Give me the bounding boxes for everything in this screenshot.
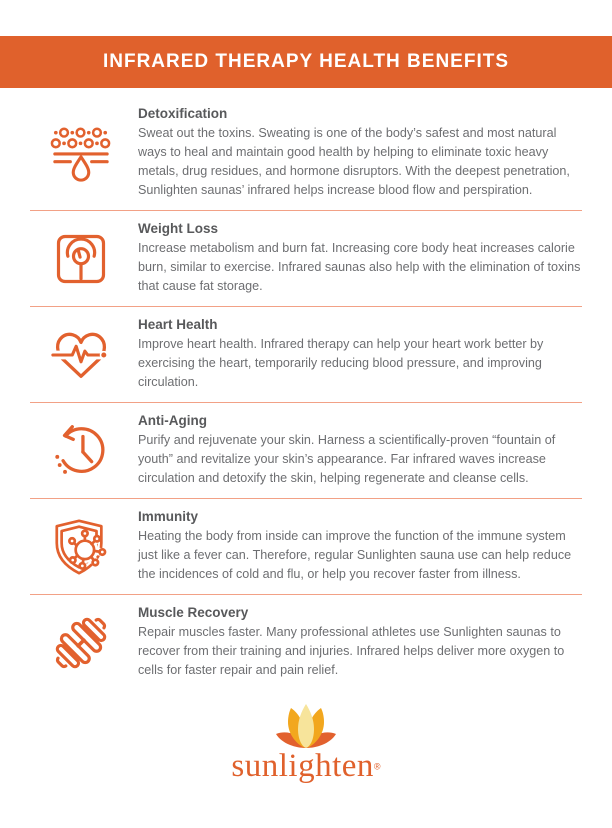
muscle-dumbbell-icon xyxy=(48,611,114,675)
section-title: Detoxification xyxy=(138,106,228,121)
benefit-sections xyxy=(0,96,612,690)
section-text xyxy=(138,413,582,488)
section-text xyxy=(138,317,582,392)
infographic-page xyxy=(0,36,612,828)
heart-pulse-icon xyxy=(48,326,114,384)
section-description: Increase metabolism and burn fat. Increasing core body heat increases calorie burn, similar to exercise. Infrared saunas also help with the elimination of toxins that cause fat storage. xyxy=(138,241,581,293)
lotus-flower-icon xyxy=(268,702,344,750)
section-detoxification xyxy=(0,96,612,210)
section-description: Purify and rejuvenate your skin. Harness a scientifically-proven “fountain of youth” and revitalize your skin’s appearance. Far infrared waves increase circulation and detoxify the skin, helping regenerate and cleanse cells. xyxy=(138,433,556,485)
header-banner xyxy=(0,36,612,88)
section-description: Sweat out the toxins. Sweating is one of the body’s safest and most natural ways to heal and maintain good health by helping to eliminate toxic heavy metals, drug residues, and hormone disruptors. With the deepest penetration, Sunlighten saunas’ infrared helps increase blood flow and perspiration. xyxy=(138,126,570,197)
immunity-shield-icon xyxy=(48,516,114,578)
sweat-detox-icon xyxy=(48,122,114,184)
page-title: INFRARED THERAPY HEALTH BENEFITS xyxy=(102,51,510,72)
section-text xyxy=(138,106,582,200)
section-title: Anti-Aging xyxy=(138,413,207,428)
section-weight-loss xyxy=(0,211,612,306)
section-text xyxy=(138,221,582,296)
section-title: Muscle Recovery xyxy=(138,605,249,620)
section-title: Heart Health xyxy=(138,317,218,332)
section-anti-aging xyxy=(0,403,612,498)
section-text xyxy=(138,605,582,680)
section-immunity xyxy=(0,499,612,594)
section-muscle-recovery xyxy=(0,595,612,690)
section-description: Heating the body from inside can improve the function of the immune system just like a fever can. Therefore, regular Sunlighten sauna use can help reduce the incidences of cold and flu, or help you recover faster from illness. xyxy=(138,529,572,581)
brand-wordmark: sunlighten xyxy=(231,748,374,784)
section-title: Immunity xyxy=(138,509,199,524)
section-title: Weight Loss xyxy=(138,221,219,236)
anti-aging-clock-icon xyxy=(48,420,114,482)
section-text xyxy=(138,509,582,584)
section-description: Improve heart health. Infrared therapy can help your heart work better by exercising the heart, temporarily reducing blood pressure, and improving circulation. xyxy=(138,337,544,389)
registered-trademark: ® xyxy=(373,761,381,772)
section-description: Repair muscles faster. Many professional athletes use Sunlighten saunas to recover from their training and injuries. Infrared helps deliver more oxygen to cells for faster repair and pain relief. xyxy=(138,625,565,677)
weight-scale-icon xyxy=(48,229,114,289)
section-heart-health xyxy=(0,307,612,402)
footer-logo xyxy=(0,702,612,783)
